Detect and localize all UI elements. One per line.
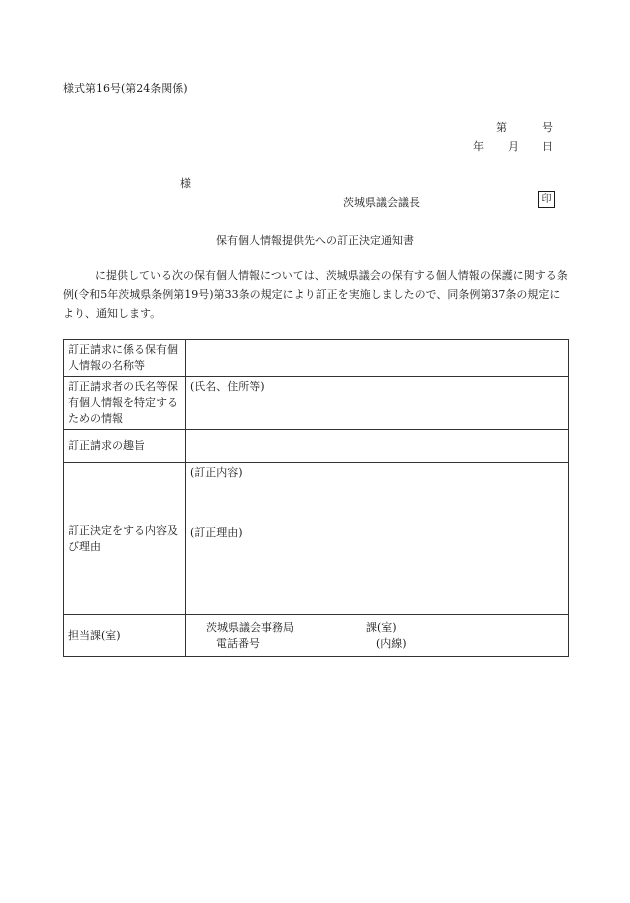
row-value-decision [186,463,569,615]
row-label-request-purpose: 訂正請求の趣旨 [64,430,186,463]
contact-phone-label: 電話番号 [216,636,260,650]
row-label-requester: 訂正請求者の氏名等保有個人情報を特定するための情報 [64,377,186,430]
date-year: 年 [473,140,484,153]
table-row [64,377,569,430]
row-label-decision: 訂正決定をする内容及び理由 [64,463,186,615]
table-row [64,615,569,657]
document-number-prefix: 第 [496,121,507,134]
document-number-suffix: 号 [542,121,553,134]
seal-mark: 印 [538,191,555,208]
form-number: 様式第16号(第24条関係) [63,82,188,95]
row-label-contact: 担当課(室) [64,615,186,657]
notice-body [63,266,571,323]
row-value-requester: (氏名、住所等) [186,377,569,430]
sender-name: 茨城県議会議長 [343,196,420,209]
table-row [64,430,569,463]
row-value-contact [186,615,569,657]
table-row [64,463,569,615]
contact-extension-label: (内線) [376,636,407,650]
date-month: 月 [508,140,519,153]
contact-office: 茨城県議会事務局 [206,620,294,634]
document-title: 保有個人情報提供先への訂正決定通知書 [216,234,414,247]
correction-reason-label: (訂正理由) [190,526,243,539]
row-label-info-name: 訂正請求に係る保有個人情報の名称等 [64,340,186,377]
notice-body-text: に提供している次の保有個人情報については、茨城県議会の保有する個人情報の保護に関する条例(令和5年茨城県条例第19号)第33条の規定により訂正を実施しましたので、同条例第37条の規定により、通知します。 [63,269,568,320]
info-table [63,339,569,657]
correction-content-label: (訂正内容) [190,466,243,479]
addressee-suffix: 様 [180,177,191,190]
table-row [64,340,569,377]
contact-section: 課(室) [366,620,397,634]
row-value-request-purpose [186,430,569,463]
row-value-info-name [186,340,569,377]
date-day: 日 [542,140,553,153]
